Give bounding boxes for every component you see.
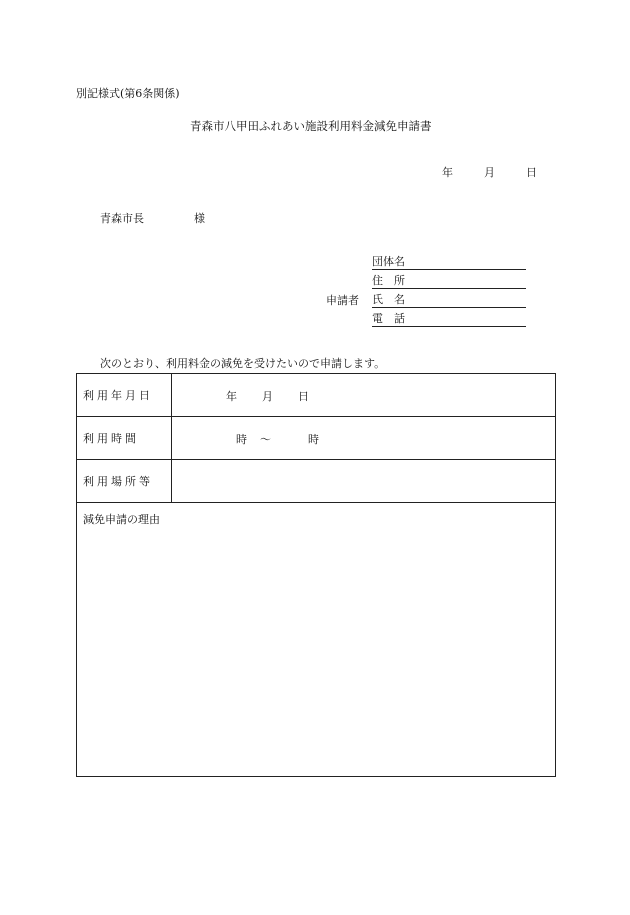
addressee bbox=[100, 210, 205, 226]
group-name-field[interactable] bbox=[372, 255, 526, 270]
use-time-input[interactable] bbox=[172, 417, 556, 460]
use-place-row bbox=[77, 460, 556, 503]
detail-table bbox=[76, 373, 556, 777]
reason-label: 減免申請の理由 bbox=[83, 513, 160, 526]
use-date-input[interactable] bbox=[172, 374, 556, 417]
phone-field[interactable] bbox=[372, 312, 526, 327]
address-field[interactable] bbox=[372, 274, 526, 289]
use-date-year: 年 bbox=[226, 390, 237, 403]
use-place-label: 利用場所等 bbox=[77, 460, 172, 503]
date-year-label: 年 bbox=[442, 166, 453, 179]
applicant-label: 申請者 bbox=[326, 294, 359, 307]
use-date-month: 月 bbox=[262, 390, 273, 403]
document-title: 青森市八甲田ふれあい施設利用料金減免申請書 bbox=[190, 119, 432, 133]
group-name-label: 団体名 bbox=[372, 255, 405, 268]
application-date bbox=[442, 164, 537, 180]
use-time-separator: 〜 bbox=[260, 433, 271, 446]
addressee-honorific: 様 bbox=[194, 212, 205, 225]
address-label: 住 所 bbox=[372, 274, 405, 287]
use-time-label: 利用時間 bbox=[77, 417, 172, 460]
phone-label: 電 話 bbox=[372, 312, 405, 325]
use-date-row bbox=[77, 374, 556, 417]
use-place-input[interactable] bbox=[172, 460, 556, 503]
use-date-label: 利用年月日 bbox=[77, 374, 172, 417]
use-time-row bbox=[77, 417, 556, 460]
use-date-day: 日 bbox=[298, 390, 309, 403]
form-reference: 別記様式(第6条関係) bbox=[76, 87, 180, 100]
reason-row bbox=[77, 503, 556, 777]
name-field[interactable] bbox=[372, 293, 526, 308]
addressee-name: 青森市長 bbox=[100, 212, 144, 225]
name-label: 氏 名 bbox=[372, 293, 405, 306]
use-time-start: 時 bbox=[236, 433, 247, 446]
date-month-label: 月 bbox=[484, 166, 495, 179]
reason-input[interactable] bbox=[77, 503, 556, 777]
use-time-end: 時 bbox=[308, 433, 319, 446]
date-day-label: 日 bbox=[526, 166, 537, 179]
intro-text: 次のとおり、利用料金の減免を受けたいので申請します。 bbox=[100, 357, 386, 370]
